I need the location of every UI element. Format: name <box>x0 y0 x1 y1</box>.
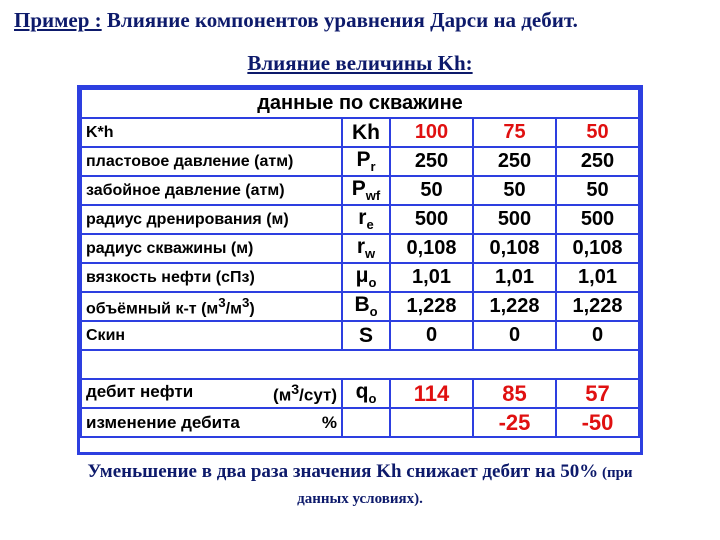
value-cell: 250 <box>556 147 639 176</box>
value-cell: 50 <box>390 176 473 205</box>
row-symbol: $r_w$ <box>342 234 390 263</box>
table-row <box>81 205 639 234</box>
row-label: радиус скважины (м) <box>81 234 342 263</box>
row-label: забойное давление (атм) <box>81 176 342 205</box>
rate-value: 85 <box>473 379 556 408</box>
value-cell: 1,01 <box>390 263 473 292</box>
value-cell: 50 <box>556 118 639 147</box>
table-row <box>81 263 639 292</box>
value-cell: 500 <box>556 205 639 234</box>
value-cell: 1,228 <box>390 292 473 321</box>
value-cell: 250 <box>473 147 556 176</box>
table-row <box>81 176 639 205</box>
value-cell: 1,228 <box>473 292 556 321</box>
value-cell: 0,108 <box>473 234 556 263</box>
value-cell: 75 <box>473 118 556 147</box>
table-spacer <box>81 350 639 379</box>
conclusion-note: (при <box>598 465 633 481</box>
title-text: Влияние компонентов уравнения Дарси на дебит. <box>101 8 578 32</box>
change-value <box>390 408 473 437</box>
change-label: изменение дебита % <box>81 408 342 437</box>
value-cell: 0 <box>390 321 473 350</box>
row-symbol: $P_r$ <box>342 147 390 176</box>
conclusion-main: Уменьшение в два раза значения Kh снижает дебит на 50% <box>87 461 599 482</box>
result-row-rate <box>81 379 639 408</box>
value-cell: 1,228 <box>556 292 639 321</box>
table-caption-row <box>81 89 639 118</box>
row-label: K*h <box>81 118 342 147</box>
change-symbol <box>342 408 390 437</box>
conclusion-line2: данных условиях). <box>297 491 423 507</box>
row-label: объёмный к-т $(м^3/м^3)$ <box>81 292 342 321</box>
row-symbol: $P_{wf}$ <box>342 176 390 205</box>
value-cell: 1,01 <box>473 263 556 292</box>
row-symbol: Kh <box>342 118 390 147</box>
result-row-change <box>81 408 639 437</box>
row-label: Скин <box>81 321 342 350</box>
conclusion-text <box>10 461 710 508</box>
table-row <box>81 234 639 263</box>
row-label: радиус дренирования (м) <box>81 205 342 234</box>
value-cell: 50 <box>556 176 639 205</box>
row-label: вязкость нефти (сПз) <box>81 263 342 292</box>
table-row <box>81 292 639 321</box>
value-cell: 500 <box>473 205 556 234</box>
value-cell: 100 <box>390 118 473 147</box>
page-title <box>14 8 578 33</box>
row-symbol: $\mu_o$ <box>342 263 390 292</box>
rate-value: 57 <box>556 379 639 408</box>
rate-label: дебит нефти $(м^3/сут)$ <box>81 379 342 408</box>
well-data-table <box>80 88 640 438</box>
value-cell: 50 <box>473 176 556 205</box>
title-prefix: Пример : <box>14 8 102 32</box>
row-label: пластовое давление (атм) <box>81 147 342 176</box>
rate-value: 114 <box>390 379 473 408</box>
row-symbol: $B_o$ <box>342 292 390 321</box>
value-cell: 500 <box>390 205 473 234</box>
rate-symbol: $q_o$ <box>342 379 390 408</box>
table-row <box>81 147 639 176</box>
change-value: -50 <box>556 408 639 437</box>
page-subtitle: Влияние величины Kh: <box>247 51 473 75</box>
table-row <box>81 321 639 350</box>
value-cell: 250 <box>390 147 473 176</box>
row-symbol: S <box>342 321 390 350</box>
change-value: -25 <box>473 408 556 437</box>
value-cell: 0 <box>556 321 639 350</box>
table-caption: данные по скважине <box>81 89 639 118</box>
value-cell: 0,108 <box>556 234 639 263</box>
row-symbol: $r_e$ <box>342 205 390 234</box>
value-cell: 0 <box>473 321 556 350</box>
table-row <box>81 118 639 147</box>
value-cell: 1,01 <box>556 263 639 292</box>
value-cell: 0,108 <box>390 234 473 263</box>
